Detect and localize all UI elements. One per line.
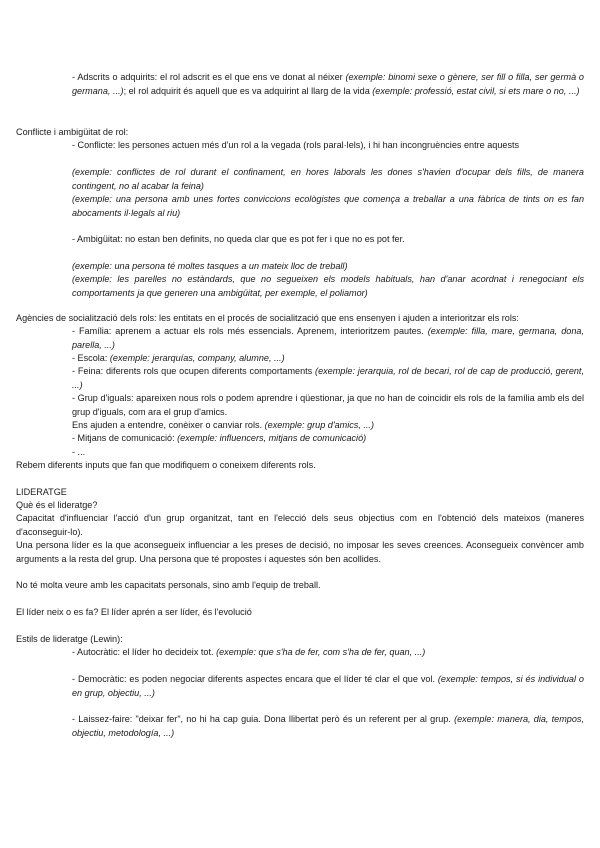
democratic-text: - Democràtic: es poden negociar diferents aspectes encara que el líder té clar el que vol.	[72, 674, 438, 684]
adscrits-text: - Adscrits o adquirits: el rol adscrit es el que ens ve donat al néixer	[72, 72, 346, 82]
grup-iguals-continuation	[72, 419, 584, 433]
conflicte-heading: Conflicte i ambigüitat de rol:	[16, 127, 129, 137]
adscrits-example-1: (exemple: binomi sexe o gènere, ser fill o filla, ser germà o germana, ...)	[72, 72, 584, 96]
conflicte-item: - Conflicte: les persones actuen més d'un rol a la vegada (rols paral·lels), i hi han incongruències entre aquests	[72, 140, 520, 150]
estils-heading: Estils de lideratge (Lewin):	[16, 634, 123, 644]
lideratge-question: Què és el lideratge?	[16, 500, 98, 510]
conflicte-example-1: (exemple: conflictes de rol durant el confinament, en hores laborals les dones s'havien d'ocupar dels fills, de manera contingent, no al acabar la feina)	[72, 167, 584, 191]
escola-example: (exemple: jerarquías, company, alumne, ...)	[109, 353, 285, 363]
familia-example: (exemple: filla, mare, germana, dona, parella, ...)	[72, 326, 584, 350]
estil-autocratic	[72, 646, 584, 660]
grup2-text: Ens ajuden a entendre, conèixer o canviar rols.	[72, 420, 265, 430]
conflicte-example-2: (exemple: una persona amb unes fortes conviccions ecològistes que comença a treballar a una fàbrica de tints on es fan abocaments il·legals al riu)	[72, 194, 584, 218]
agencia-escola	[72, 352, 584, 366]
agencia-familia	[72, 325, 584, 352]
agencies-heading: Agències de socialització dels rols: les entitats en el procés de socialització que ens ensenyen i ajuden a interioritzar els rols:	[16, 313, 519, 323]
agencia-feina	[72, 365, 584, 392]
mitjans-example: (exemple: influencers, mitjans de comunicació)	[177, 433, 367, 443]
feina-example: (exemple: jerarquia, rol de becari, rol de cap de producció, gerent, ...)	[72, 366, 584, 390]
estil-democratic	[72, 673, 584, 700]
agencia-ellipsis: - ...	[72, 447, 86, 457]
adscrits-paragraph	[72, 71, 584, 98]
lideratge-title: LIDERATGE	[16, 487, 67, 497]
lideratge-paragraph-4: El líder neix o es fa? El líder aprén a ser líder, és l'evolució	[16, 607, 252, 617]
rebem-text: Rebem diferents inputs que fan que modifiquem o coneixem diferents rols.	[16, 460, 316, 470]
estil-laissez-faire	[72, 713, 584, 740]
escola-text: - Escola:	[72, 353, 110, 363]
agencia-grup-iguals: - Grup d'iguals: apareixen nous rols o podem aprendre i qüestionar, ja que no han de coincidir els rols de la família amb els del grup d'iguals, com ara el grup d'amics.	[72, 393, 584, 417]
lideratge-paragraph-2: Una persona líder es la que aconsegueix influenciar a les preses de decisió, no imposar les seves creences. Aconsegueix convèncer amb arguments a la resta del grup. Una persona que té propostes i aquestes són ben acollides.	[16, 540, 584, 564]
lideratge-paragraph-3: No té molta veure amb les capacitats personals, sino amb l'equip de treball.	[16, 580, 321, 590]
feina-text: - Feina: diferents rols que ocupen diferents comportaments	[72, 366, 316, 376]
laissez-faire-example: (exemple: manera, dia, tempos, objectiu, metodología, ...)	[72, 714, 584, 738]
ambiguitat-item: - Ambigüitat: no estan ben definits, no queda clar que es pot fer i que no es pot fer.	[72, 234, 405, 244]
ambiguitat-example-1: (exemple: una persona té moltes tasques a un mateix lloc de treball)	[72, 261, 348, 271]
adscrits-text-2: ; el rol adquirit és aquell que es va adquirint al llarg de la vida	[123, 85, 373, 96]
lideratge-definition: Capacitat d'influenciar l'acció d'un grup organitzat, tant en l'elecció dels seus objectius com en l'obtenció dels mateixos (maneres d'aconseguir-lo).	[16, 513, 584, 537]
familia-text: - Família: aprenem a actuar els rols més essencials. Aprenem, interioritzem pautes.	[72, 326, 428, 336]
agencia-mitjans	[72, 432, 584, 446]
autocratic-text: - Autocràtic: el líder ho decideix tot.	[72, 647, 217, 657]
autocratic-example: (exemple: que s'ha de fer, com s'ha de fer, quan, ...)	[216, 647, 426, 657]
adscrits-example-2: (exemple: professió, estat civil, si ets mare o no, ...)	[372, 85, 580, 96]
grup2-example: (exemple: grup d'amics, ...)	[264, 420, 374, 430]
ambiguitat-example-2: (exemple: les parelles no estàndards, que no segueixen els models habituals, han d'anar acordnat i renegociant els comportaments ja que generen una ambigüitat, per exemple, el poliamor)	[72, 274, 584, 298]
democratic-example: (exemple: tempos, si és individual o en grup, objectiu, ...)	[72, 674, 584, 698]
mitjans-text: - Mitjans de comunicació:	[72, 433, 178, 443]
laissez-faire-text: - Laissez-faire: "deixar fer", no hi ha cap guia. Dona llibertat però és un referent per al grup.	[72, 714, 455, 724]
